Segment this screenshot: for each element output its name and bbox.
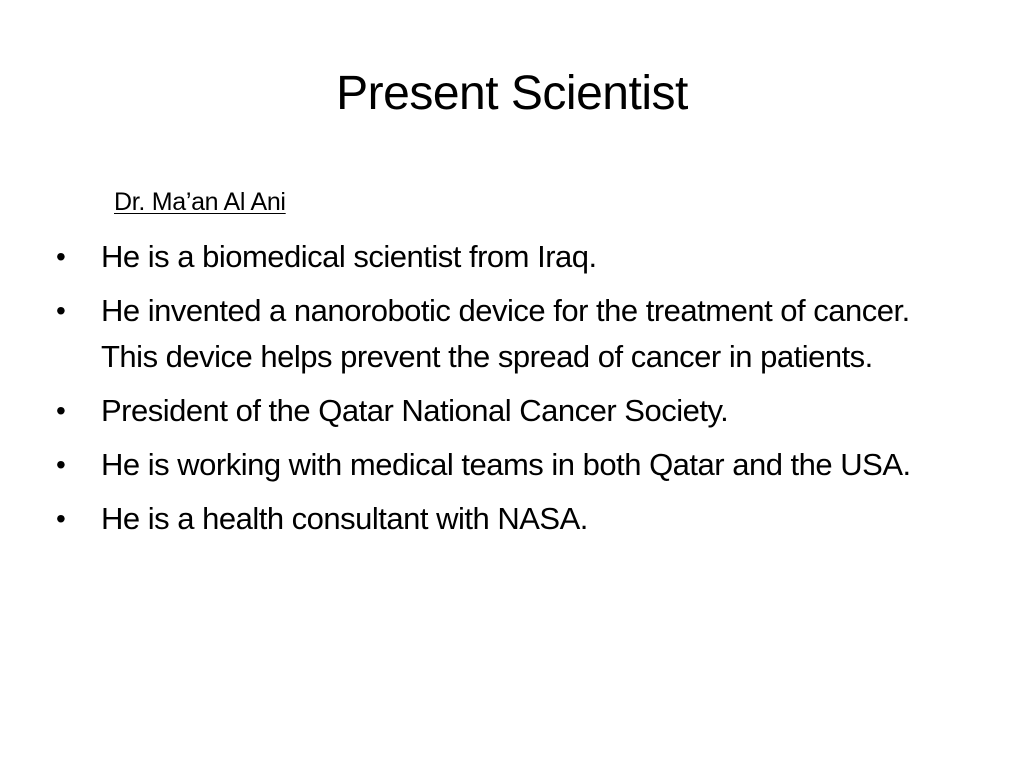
bullet-text: He invented a nanorobotic device for the treatment of cancer. This device helps prevent the spread of cancer in patients. — [101, 293, 910, 374]
bullet-item — [56, 388, 956, 434]
bullet-text: He is a biomedical scientist from Iraq. — [101, 239, 597, 274]
bullet-item — [56, 288, 956, 380]
bullet-item — [56, 234, 956, 280]
bullet-list — [56, 234, 956, 550]
bullet-dot-icon: • — [56, 395, 66, 426]
bullet-dot-icon: • — [56, 503, 66, 534]
bullet-text: He is a health consultant with NASA. — [101, 501, 588, 536]
slide-title: Present Scientist — [336, 67, 688, 120]
bullet-item — [56, 442, 956, 488]
bullet-dot-icon: • — [56, 241, 66, 272]
bullet-text: President of the Qatar National Cancer Society. — [101, 393, 729, 428]
bullet-item — [56, 496, 956, 542]
bullet-text: He is working with medical teams in both Qatar and the USA. — [101, 447, 911, 482]
bullet-dot-icon: • — [56, 295, 66, 326]
scientist-name-heading: Dr. Ma’an Al Ani — [114, 188, 286, 216]
bullet-dot-icon: • — [56, 449, 66, 480]
